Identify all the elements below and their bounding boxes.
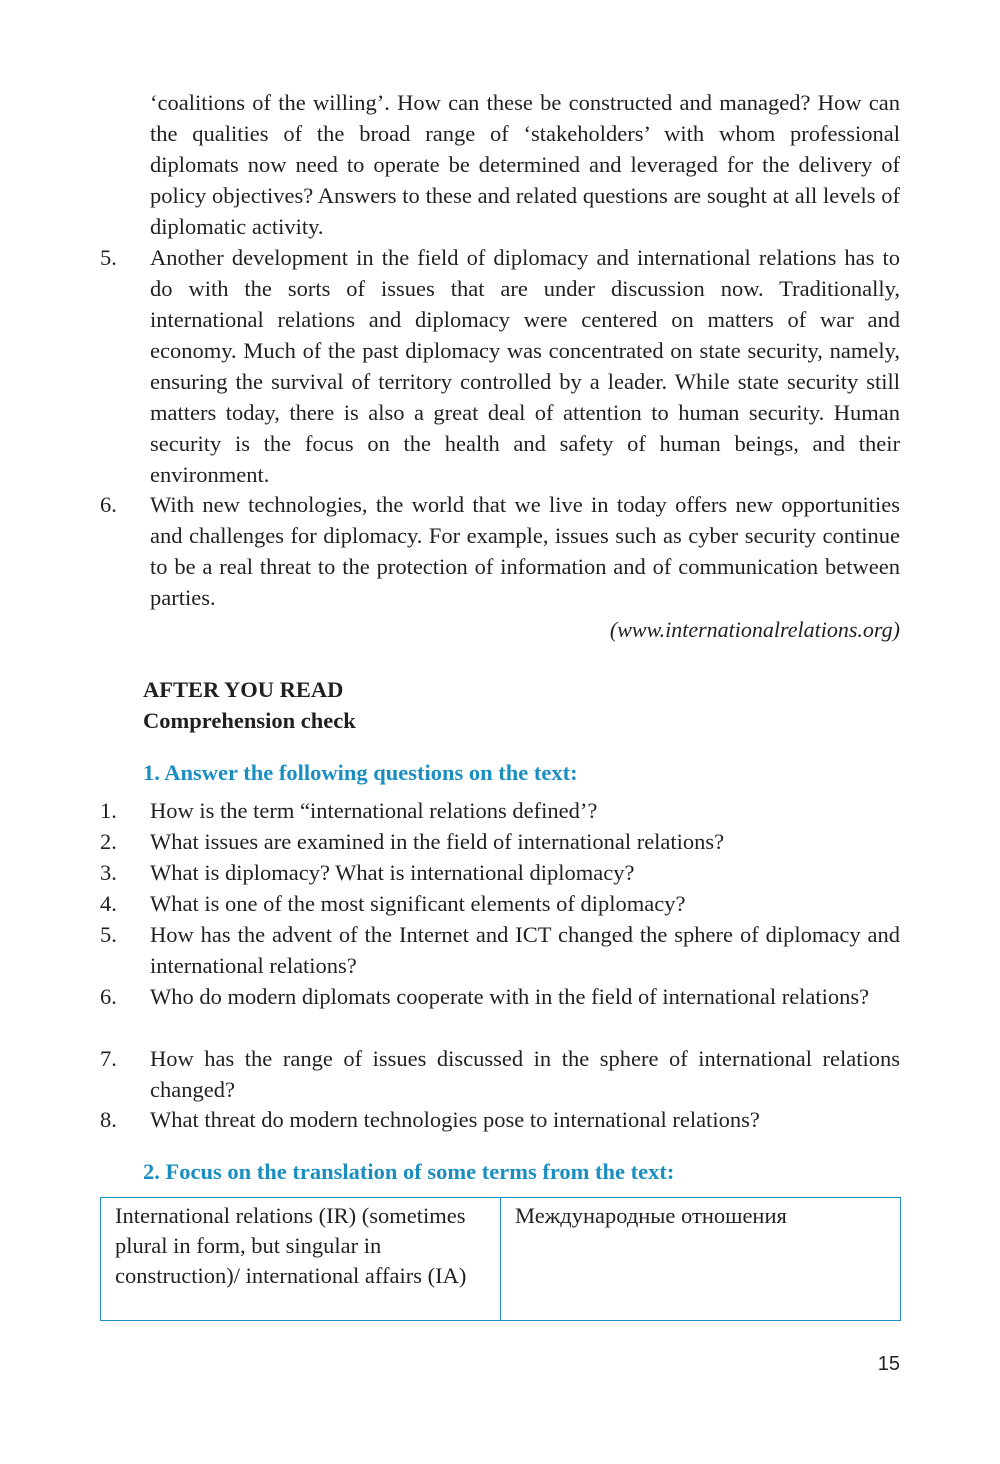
question-text: How has the advent of the Internet and ICT changed the sphere of diplomacy and international relations?	[150, 922, 900, 978]
term-english: International relations (IR) (sometimes plural in form, but singular in construction)/ international affairs (IA)	[101, 1198, 501, 1320]
task-2-title: 2. Focus on the translation of some terms from the text:	[143, 1159, 675, 1184]
question-text: How is the term “international relations defined’?	[150, 798, 598, 823]
question-text: What issues are examined in the field of international relations?	[150, 829, 725, 854]
question-number: 8.	[100, 1107, 117, 1132]
question-number: 2.	[100, 829, 117, 854]
page-number: 15	[877, 1353, 900, 1375]
section-heading: AFTER YOU READ	[143, 677, 344, 702]
question-number: 6.	[100, 984, 117, 1009]
section-subheading: Comprehension check	[143, 708, 356, 733]
term-translation-table	[100, 1197, 901, 1321]
question-text: Who do modern diplomats cooperate with in the field of international relations?	[150, 984, 870, 1009]
question-number: 4.	[100, 891, 117, 916]
question-number: 3.	[100, 860, 117, 885]
task-1-title: 1. Answer the following questions on the text:	[143, 760, 578, 785]
question-number: 1.	[100, 798, 117, 823]
question-number: 7.	[100, 1046, 117, 1071]
paragraph-6: With new technologies, the world that we live in today offers new opportunities and challenges for diplomacy. For example, issues such as cyber security continue to be a real threat to the protection of information and of communication between parties.	[150, 492, 900, 610]
question-text: How has the range of issues discussed in the sphere of international relations changed?	[150, 1046, 900, 1102]
question-text: What threat do modern technologies pose to international relations?	[150, 1107, 760, 1132]
question-text: What is one of the most significant elements of diplomacy?	[150, 891, 686, 916]
question-text: What is diplomacy? What is international diplomacy?	[150, 860, 635, 885]
term-russian: Международные отношения	[515, 1203, 787, 1228]
paragraph-5: Another development in the field of diplomacy and international relations has to do with the sorts of issues that are under discussion now. Traditionally, international relations and diplomacy were centered on matters of war and economy. Much of the past diplomacy was concentrated on state security, namely, ensuring the survival of territory controlled by a leader. While state security still matters today, there is also a great deal of attention to human security. Human security is the focus on the health and safety of human beings, and their environment.	[150, 245, 900, 487]
source-citation: (www.internationalrelations.org)	[609, 617, 900, 642]
paragraph-continuation: ‘coalitions of the willing’. How can these be constructed and managed? How can the qualities of the broad range of ‘stakeholders’ with whom professional diplomats now need to operate be determined and leveraged for the delivery of policy objectives? Answers to these and related questions are sought at all levels of diplomatic activity.	[150, 90, 900, 239]
question-number: 5.	[100, 922, 117, 947]
paragraph-number-6: 6.	[100, 492, 117, 517]
paragraph-number-5: 5.	[100, 245, 117, 270]
